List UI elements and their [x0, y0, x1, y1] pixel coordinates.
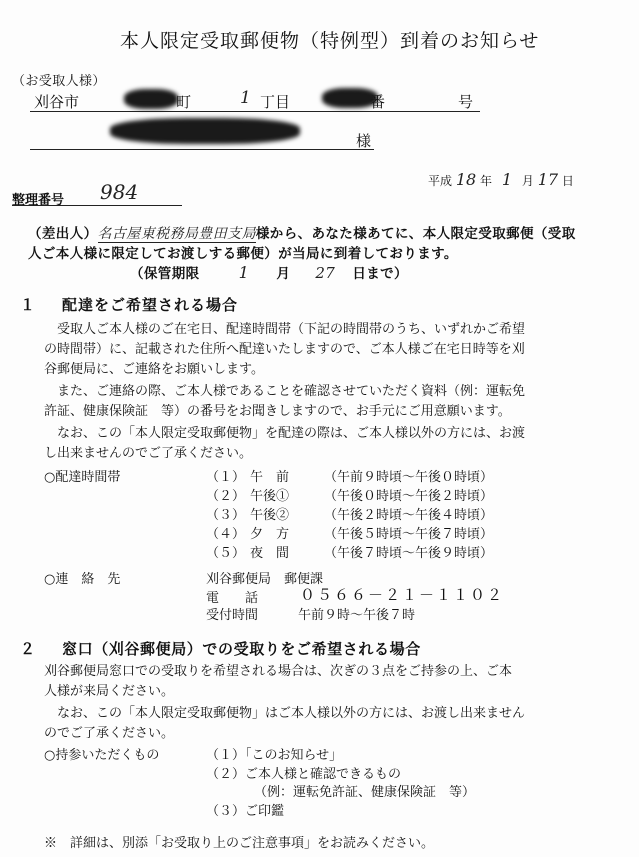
- hours-value: 午前９時～午後７時: [298, 608, 416, 623]
- section1-heading: 配達をご希望される場合: [62, 296, 239, 314]
- redacted-name: [110, 118, 300, 144]
- slot-number: （４）: [206, 527, 246, 542]
- hold-period: [130, 262, 408, 282]
- s1-p3-l2: し出来ませんのでご了承ください。: [44, 446, 253, 461]
- hold-open: （保管期限: [130, 266, 200, 282]
- ref-label: 整理番号: [12, 193, 65, 208]
- chome-label: 丁目: [260, 93, 291, 111]
- bring-item-3: [206, 800, 284, 819]
- recipient-label: （お受取人様）: [12, 74, 106, 89]
- date-year: 18: [455, 170, 477, 189]
- bring-item-2-no: （２）: [206, 767, 246, 782]
- s1-p3-l1: なお、この「本人限定受取郵便物」を配達の際は、ご本人様以外の方には、お渡: [44, 426, 526, 441]
- slot-name: 午後①: [250, 489, 290, 504]
- bring-item-2-text: ご本人様と確認できるもの: [245, 767, 402, 782]
- ref-number: 984: [100, 180, 139, 204]
- s1-p2-l2: 許証、健康保険証 等）の番号をお聞きしますので、お手元にご用意願います。: [44, 404, 511, 419]
- notice-line-1-rest: 様から、あなた様あてに、本人限定受取郵便（受取: [255, 226, 576, 242]
- name-underline: [30, 149, 374, 150]
- slot-number: （１）: [206, 470, 246, 485]
- notice-line-2: 人ご本人様に限定してお渡しする郵便）が当局に到着しております。: [28, 246, 458, 262]
- bring-item-2: [206, 763, 401, 782]
- slot-time: （午後０時頃～午後２時頃）: [324, 489, 494, 504]
- bring-item-1-text: 「このお知らせ」: [245, 748, 343, 763]
- s2-p1-l1: 刈谷郵便局窓口での受取りを希望される場合は、次ぎの３点をご持参の上、ご本: [44, 664, 513, 679]
- date-year-label: 年: [480, 174, 493, 188]
- date-month-label: 月: [521, 174, 534, 188]
- address-underline: [30, 111, 480, 112]
- slot-time: （午後２時頃～午後４時頃）: [324, 508, 494, 523]
- hold-month-label: 月: [276, 266, 291, 282]
- bring-item-3-text: ご印鑑: [245, 804, 285, 819]
- notice-line-1: [28, 222, 576, 243]
- date-era: 平成: [428, 174, 453, 188]
- s1-p1-l1: 受取人ご本人様のご在宅日、配達時間帯（下記の時間帯のうち、いずれかご希望: [44, 322, 526, 337]
- recipient-sama: 様: [356, 132, 372, 150]
- slots-label: ○配達時間帯: [44, 470, 121, 485]
- issue-date: [428, 170, 574, 189]
- ref-underline: [12, 205, 182, 206]
- slot-time: （午後７時頃～午後９時頃）: [324, 546, 494, 561]
- s1-p1-l3: 谷郵便局に、ご連絡をお願いします。: [44, 362, 264, 377]
- slot-name: 午後②: [250, 508, 290, 523]
- s2-p2-l1: なお、この「本人限定受取郵便物」はご本人様以外の方には、お渡し出来ません: [44, 706, 526, 721]
- slot-number: （５）: [206, 546, 246, 561]
- slot-name: 夜 間: [250, 546, 290, 561]
- sender-label: （差出人）: [28, 226, 98, 242]
- bring-item-2-example: （例：運転免許証、健康保険証 等）: [254, 785, 476, 800]
- s1-p1-l2: の時間帯）に、記載された住所へ配達いたしますので、ご本人様ご在宅日時等を刈: [44, 342, 525, 357]
- bring-item-1-no: （１）: [206, 748, 246, 763]
- banchi-label: 番: [370, 93, 386, 111]
- footer-note: ※ 詳細は、別添「お受取り上のご注意事項」をお読みください。: [44, 836, 435, 851]
- hours-label: 受付時間: [206, 608, 259, 623]
- hold-month: 1: [238, 263, 250, 282]
- redacted-town: [124, 89, 178, 109]
- contact-office: 刈谷郵便局 郵便課: [206, 572, 324, 587]
- date-month: 1: [501, 170, 513, 189]
- bring-item-1: [206, 744, 342, 763]
- section2-number: ２: [20, 640, 36, 658]
- bring-label: ○持参いただくもの: [44, 748, 160, 763]
- s2-p1-l2: 人様が来局ください。: [44, 684, 175, 699]
- slot-number: （３）: [206, 508, 246, 523]
- recipient-city: 刈谷市: [34, 93, 80, 111]
- slot-time: （午後５時頃～午後７時頃）: [324, 527, 494, 542]
- date-day: 17: [537, 170, 559, 189]
- tel-number: ０５６６－２１－１１０２: [300, 586, 505, 604]
- sender-name: 名古屋東税務局豊田支局: [97, 226, 256, 242]
- s1-p2-l1: また、ご連絡の際、ご本人様であることを確認させていただく資料（例：運転免: [44, 384, 526, 399]
- hold-day: 27: [315, 264, 336, 282]
- contact-label: ○連 絡 先: [44, 572, 121, 587]
- section2-heading: 窓口（刈谷郵便局）での受取りをご希望される場合: [62, 640, 421, 658]
- page-title: 本人限定受取郵便物（特例型）到着のお知らせ: [120, 30, 540, 52]
- date-day-label: 日: [561, 174, 574, 188]
- section1-number: １: [20, 296, 36, 314]
- slot-number: （２）: [206, 489, 246, 504]
- town-suffix: 町: [176, 93, 192, 111]
- bring-item-3-no: （３）: [206, 804, 246, 819]
- hold-close: 日まで）: [352, 266, 408, 282]
- slot-name: 午 前: [250, 470, 290, 485]
- slot-name: 夕 方: [250, 527, 290, 542]
- s2-p2-l2: のでご了承ください。: [44, 726, 175, 741]
- slot-time: （午前９時頃～午後０時頃）: [324, 470, 494, 485]
- chome-number: 1: [240, 88, 251, 108]
- go-label: 号: [458, 93, 474, 111]
- tel-label: 電 話: [206, 591, 259, 606]
